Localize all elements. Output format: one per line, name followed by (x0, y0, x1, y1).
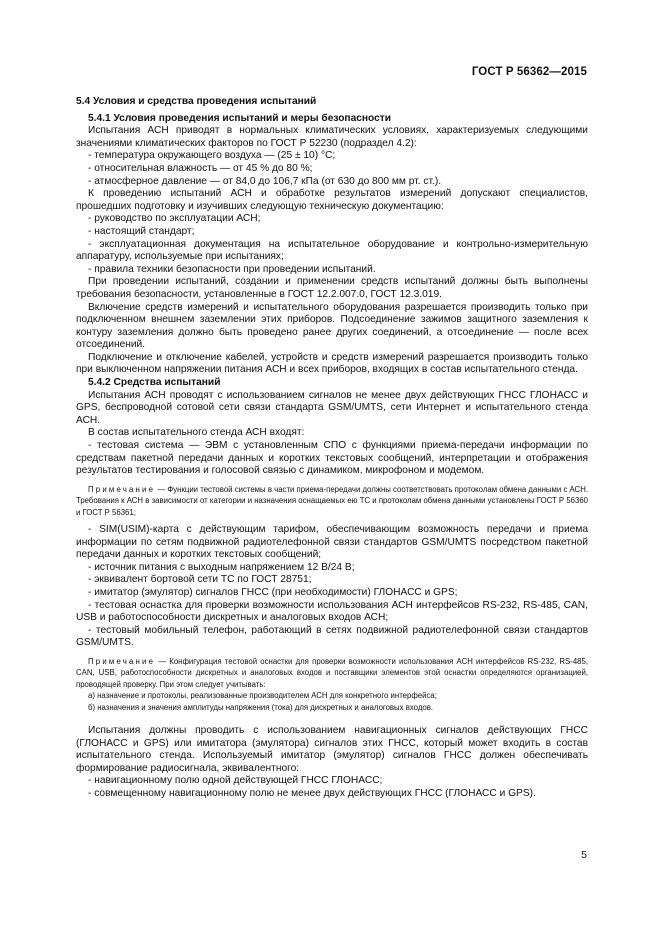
note-text: — Функции тестовой системы в части приема-передачи должны соответствовать протоколам обмена данными с АСН. Требования к АСН в зависимости от категории и назначения оснащаемых ею ТС и протоколам обмена данными установлены ГОСТ Р 56360 и ГОСТ Р 56361; (76, 484, 588, 517)
list-item: - эксплуатационная документация на испытательное оборудование и контрольно-измерительную аппаратуру, используемые при испытаниях; (76, 238, 588, 263)
note-item: б) назначения и значения амплитуды напряжения (тока) для дискретных и аналоговых входов. (88, 702, 434, 712)
note (76, 656, 588, 690)
paragraph: Включение средств измерений и испытательного оборудования разрешается производить только при подключенном внешнем заземлении этих приборов. Подсоединение зажимов защитного заземления к контуру заземления должно быть проведено ранее других соединений, а отсоединение — после всех отсоединений. (76, 301, 588, 351)
note-item: а) назначение и протоколы, реализованные производителем АСН для конкретного интерфейса; (88, 691, 437, 701)
list-item: - источник питания с выходным напряжением 12 В/24 В; (88, 561, 355, 573)
list-item: - тестовая система — ЭВМ с установленным СПО с функциями приема-передачи информации по средствам пакетной передачи данных и коротких текстовых сообщений, интерпретации и отображения результатов тестирования и голосовой связью с динамиком, микрофоном и модемом. (76, 440, 588, 477)
paragraph: При проведении испытаний, создании и применении средств испытаний должны быть выполнены требования безопасности, установленные в ГОСТ 12.2.007.0, ГОСТ 12.3.019. (76, 276, 588, 300)
list-item: - навигационному полю одной действующей ГНСС ГЛОНАСС; (88, 775, 383, 787)
note-label: Примечание (88, 484, 156, 494)
list-item: - руководство по эксплуатации АСН; (88, 213, 261, 225)
doc-id-header: ГОСТ Р 56362—2015 (471, 66, 587, 78)
list-item: - температура окружающего воздуха — (25 ± 10) °С; (88, 150, 336, 162)
paragraph: Испытания АСН проводят с использованием сигналов не менее двух действующих ГНСС ГЛОНАСС и GPS, беспроводной сотовой сети связи стандарта GSM/UMTS, сети Интернет и испытательного стенда АСН. (76, 389, 588, 426)
list-item: - настоящий стандарт; (88, 225, 195, 237)
document-body (76, 96, 588, 801)
note-label: Примечание (88, 656, 156, 666)
list-item: - совмещенному навигационному полю не менее двух действующих ГНСС (ГЛОНАСС и GPS). (88, 787, 536, 799)
list-item: - имитатор (эмулятор) сигналов ГНСС (при необходимости) ГЛОНАСС и GPS; (88, 587, 458, 598)
list-item: - эквивалент бортовой сети ТС по ГОСТ 28751; (88, 574, 312, 586)
list-item: - относительная влажность — от 45 % до 80 %; (88, 162, 313, 174)
list-item: - тестовая оснастка для проверки возможности использования АСН интерфейсов RS-232, RS-485, CAN, USB и работоспособности дискретных и аналоговых входов АСН; (76, 599, 588, 624)
subsection-title-2: 5.4.2 Средства испытаний (88, 377, 221, 389)
list-item: - атмосферное давление — от 84,0 до 106,7 кПа (от 630 до 800 мм рт. ст.). (88, 175, 442, 187)
note (76, 484, 588, 518)
paragraph: В состав испытательного стенда АСН входят: (88, 427, 305, 439)
section-title: 5.4 Условия и средства проведения испытаний (76, 96, 317, 107)
page-number: 5 (581, 849, 587, 861)
list-item: - тестовый мобильный телефон, работающий в сетях подвижной радиотелефонной связи стандартов GSM/UMTS. (76, 624, 588, 649)
subsection-title-1: 5.4.1 Условия проведения испытаний и меры безопасности (88, 112, 392, 124)
paragraph: К проведению испытаний АСН и обработке результатов измерений допускают специалистов, прошедших подготовку и изучивших следующую техническую документацию: (76, 188, 588, 212)
paragraph: Испытания АСН приводят в нормальных климатических условиях, характеризуемых следующими значениями климатических факторов по ГОСТ Р 52230 (подраздел 4.2): (76, 125, 588, 149)
paragraph: Подключение и отключение кабелей, устройств и средств измерений разрешается производить только при выключенном напряжении питания АСН и всех приборов, входящих в состав испытательного стенда. (76, 351, 588, 376)
list-item: - правила техники безопасности при проведении испытаний. (88, 263, 376, 275)
paragraph: Испытания должны проводить с использованием навигационных сигналов действующих ГНСС (ГЛОНАСС и GPS) или имитатора (эмулятора) сигналов этих ГНСС, который может входить в состав испытательного стенда. Используемый имитатор (эмулятор) сигналов ГНСС должен обеспечивать формирование радиосигнала, эквивалентного: (76, 725, 588, 774)
note-text: — Конфигурация тестовой оснастки для проверки возможности использования АСН интерфейсов RS-232, RS-485, CAN, USB, работоспособности дискретных и аналоговых входов и поставщики элементов этой оснастки определяются организацией, проводящей проверку. При этом следует учитывать: (76, 656, 588, 689)
list-item: - SIM(USIM)-карта с действующим тарифом, обеспечивающим возможность передачи и приема информации по сетям подвижной радиотелефонной связи стандартов GSM/UMTS посредством пакетной передачи данных и коротких текстовых сообщений; (76, 524, 588, 561)
